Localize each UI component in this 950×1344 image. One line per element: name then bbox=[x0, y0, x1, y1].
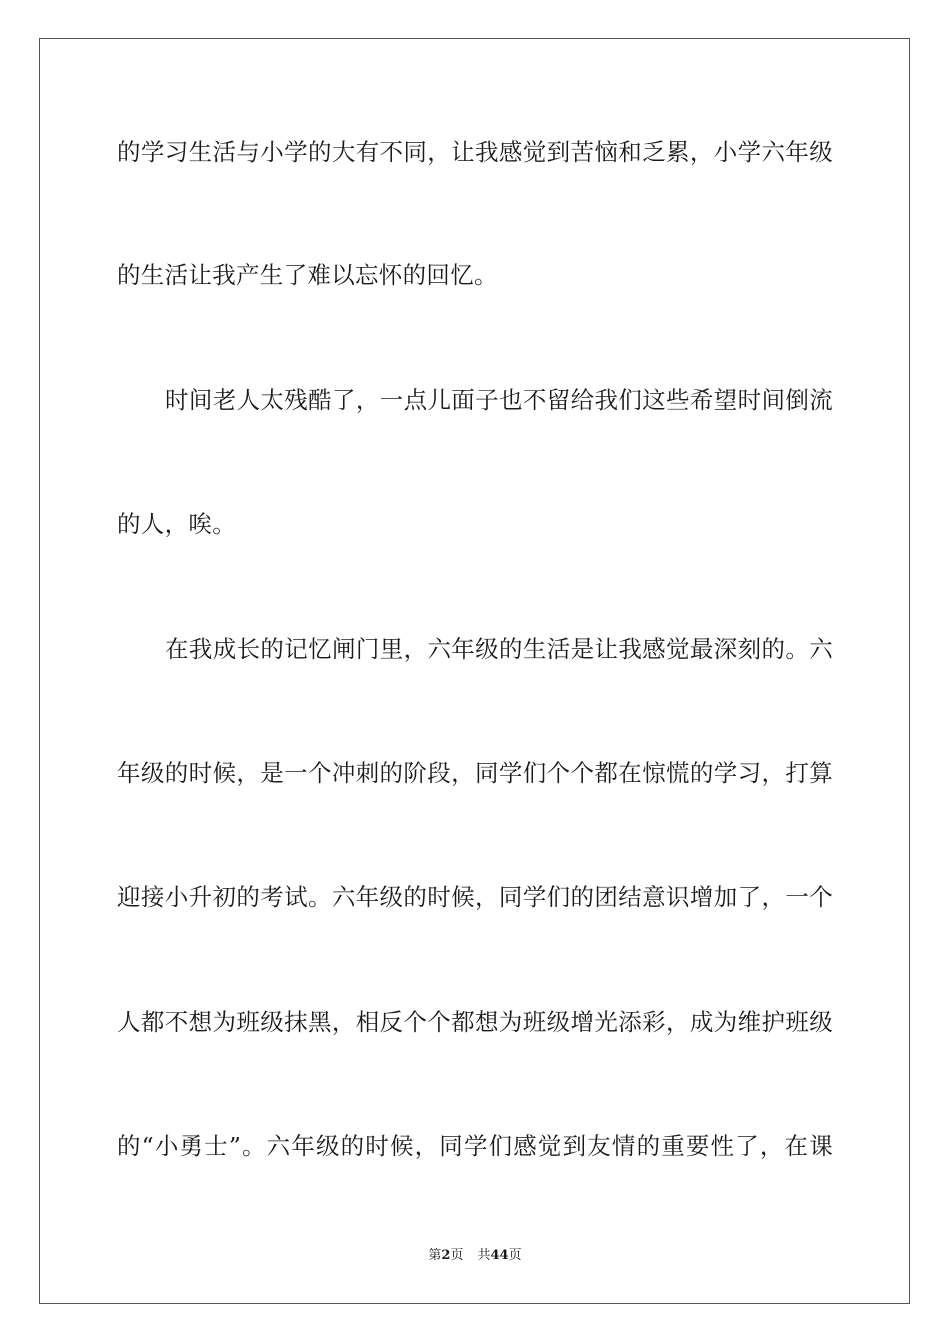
paragraph-line-2: 的生活让我产生了难以忘怀的回忆。 bbox=[117, 261, 498, 289]
paragraph-line-5: 在我成长的记忆闸门里，六年级的生活是让我感觉最深刻的。六 bbox=[165, 635, 833, 663]
footer-total-prefix: 共 bbox=[477, 1248, 491, 1263]
total-pages-number: 44 bbox=[490, 1248, 509, 1263]
footer-total-suffix: 页 bbox=[508, 1248, 522, 1263]
paragraph-line-7: 迎接小升初的考试。六年级的时候，同学们的团结意识增加了，一个 bbox=[117, 883, 833, 911]
footer-prefix: 第 bbox=[428, 1248, 442, 1263]
paragraph-line-9: 的“小勇士”。六年级的时候，同学们感觉到友情的重要性了，在课 bbox=[117, 1132, 833, 1160]
page-border bbox=[39, 38, 910, 1304]
paragraph-line-8: 人都不想为班级抹黑，相反个个都想为班级增光添彩，成为维护班级 bbox=[117, 1008, 833, 1036]
footer-page-suffix: 页 bbox=[450, 1248, 464, 1263]
paragraph-line-1: 的学习生活与小学的大有不同，让我感觉到苦恼和乏累，小学六年级 bbox=[117, 138, 833, 166]
paragraph-line-6: 年级的时候，是一个冲刺的阶段，同学们个个都在惊慌的学习，打算 bbox=[117, 759, 833, 787]
current-page-number: 2 bbox=[441, 1248, 451, 1263]
paragraph-line-4: 的人，唉。 bbox=[117, 510, 236, 538]
page-footer bbox=[0, 1248, 950, 1264]
paragraph-line-3: 时间老人太残酷了，一点儿面子也不留给我们这些希望时间倒流 bbox=[165, 386, 833, 414]
